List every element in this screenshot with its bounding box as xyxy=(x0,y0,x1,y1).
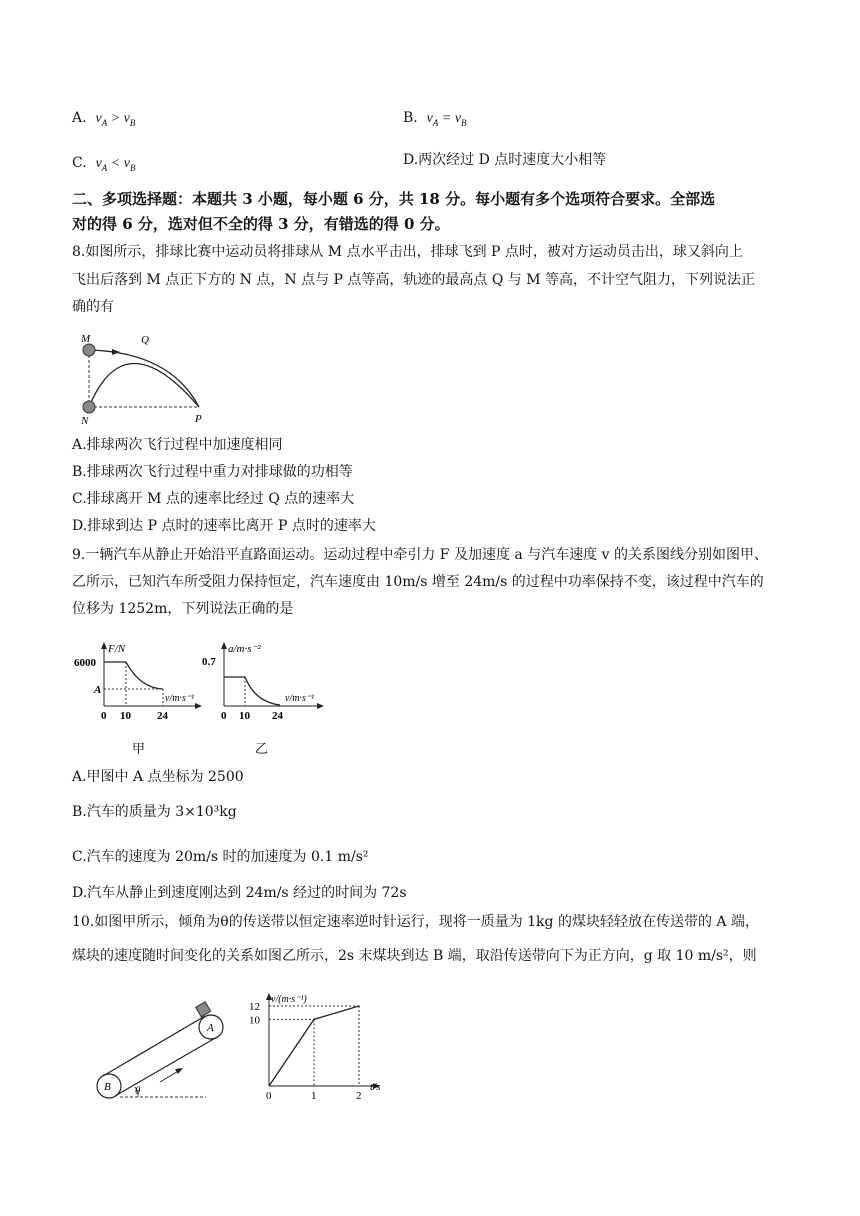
jia-x-tick: 0 xyxy=(101,710,107,722)
jia-xlabel: v/m·s⁻¹ xyxy=(165,693,195,704)
q8-option-b: B.排球两次飞行过程中重力对排球做的功相等 xyxy=(72,464,353,480)
q8-option-a: A.排球两次飞行过程中加速度相同 xyxy=(72,437,283,453)
yi-x-tick: 24 xyxy=(272,710,283,722)
q9-option-c: C.汽车的速度为 20m/s 时的加速度为 0.1 m/s² xyxy=(72,849,369,865)
label-p: P xyxy=(195,413,202,425)
jia-x-tick: 10 xyxy=(120,710,131,722)
label-q: Q xyxy=(141,334,149,346)
yi-x-tick: 10 xyxy=(239,710,250,722)
q9-stem-line1: 9.一辆汽车从静止开始沿平直路面运动。运动过程中牵引力 F 及加速度 a 与汽车速度 v 的关系图线分别如图甲、 xyxy=(72,547,769,563)
belt-label-b: B xyxy=(104,1081,111,1093)
q9-option-b: B.汽车的质量为 3×10³kg xyxy=(72,804,237,820)
section-heading-line2: 对的得 6 分，选对但不全的得 3 分，有错选的得 0 分。 xyxy=(72,215,450,233)
vt-x-tick: 0 xyxy=(266,1090,272,1102)
belt-label-a: A xyxy=(207,1022,214,1034)
q10-stem-line2: 煤块的速度随时间变化的关系如图乙所示，2s 末煤块到达 B 端，取沿传送带向下为正方向，g 取 10 m/s²，则 xyxy=(72,948,757,964)
yi-x-tick: 0 xyxy=(221,710,227,722)
yi-ylabel: a/m·s⁻² xyxy=(228,643,261,655)
jia-y-mark: A xyxy=(94,684,102,696)
q7-option-a: A. $v_A > v_B$ xyxy=(72,110,136,128)
caption-jia: 甲 xyxy=(132,742,146,757)
q8-option-c: C.排球离开 M 点的速率比经过 Q 点的速率大 xyxy=(72,491,355,507)
vt-xlabel: t/s xyxy=(370,1081,381,1093)
q8-stem-line2: 飞出后落到 M 点正下方的 N 点，N 点与 P 点等高，轨迹的最高点 Q 与 M 等高，不计空气阻力，下列说法正 xyxy=(72,272,756,288)
q7-option-b: B. $v_A = v_B$ xyxy=(403,110,467,128)
q9-stem-line3: 位移为 1252m，下列说法正确的是 xyxy=(72,601,294,617)
jia-ylabel: F/N xyxy=(108,643,126,655)
q9-stem-line2: 乙所示，已知汽车所受阻力保持恒定，汽车速度由 10m/s 增至 24m/s 的过程中功率保持不变，该过程中汽车的 xyxy=(72,574,764,590)
yi-xlabel: v/m·s⁻¹ xyxy=(285,693,315,704)
conveyor-belt-figure xyxy=(90,1000,230,1110)
q10-stem-line1: 10.如图甲所示，倾角为θ的传送带以恒定速率逆时针运行，现将一质量为 1kg 的煤块轻轻放在传送带的 A 端， xyxy=(72,914,759,930)
q8-stem-line3: 确的有 xyxy=(72,299,114,315)
vt-graph xyxy=(245,990,395,1110)
q8-stem-line1: 8.如图所示，排球比赛中运动员将排球从 M 点水平击出，排球飞到 P 点时，被对方运动员击出，球又斜向上 xyxy=(72,244,743,260)
vt-ylabel: v/(m·s⁻¹) xyxy=(271,994,307,1005)
q7-option-d: D.两次经过 D 点时速度大小相等 xyxy=(403,152,607,168)
vt-x-tick: 2 xyxy=(356,1090,362,1102)
label-n: N xyxy=(81,415,89,427)
vt-y-tick: 10 xyxy=(249,1014,260,1027)
q8-option-d: D.排球到达 P 点时的速率比离开 P 点时的速率大 xyxy=(72,518,376,534)
vt-y-tick: 12 xyxy=(249,1001,260,1013)
vt-x-tick: 1 xyxy=(311,1090,317,1102)
section-heading-line1: 二、多项选择题：本题共 3 小题，每小题 6 分，共 18 分。每小题有多个选项符合要求。全部选 xyxy=(72,190,716,208)
yi-y-tick: 0.7 xyxy=(202,656,216,668)
volleyball-figure xyxy=(75,330,215,430)
q9-option-d: D.汽车从静止到速度刚达到 24m/s 经过的时间为 72s xyxy=(72,885,407,901)
q7-option-c: C. $v_A < v_B$ xyxy=(72,155,136,173)
jia-y-tick: 6000 xyxy=(74,657,96,669)
graph-yi xyxy=(200,640,330,725)
label-m: M xyxy=(81,333,91,345)
caption-yi: 乙 xyxy=(255,742,269,757)
q9-option-a: A.甲图中 A 点坐标为 2500 xyxy=(72,769,244,785)
vt-series-line xyxy=(269,1006,359,1086)
jia-x-tick: 24 xyxy=(157,710,168,722)
graph-jia xyxy=(70,640,210,725)
belt-label-theta: θ xyxy=(135,1085,141,1097)
